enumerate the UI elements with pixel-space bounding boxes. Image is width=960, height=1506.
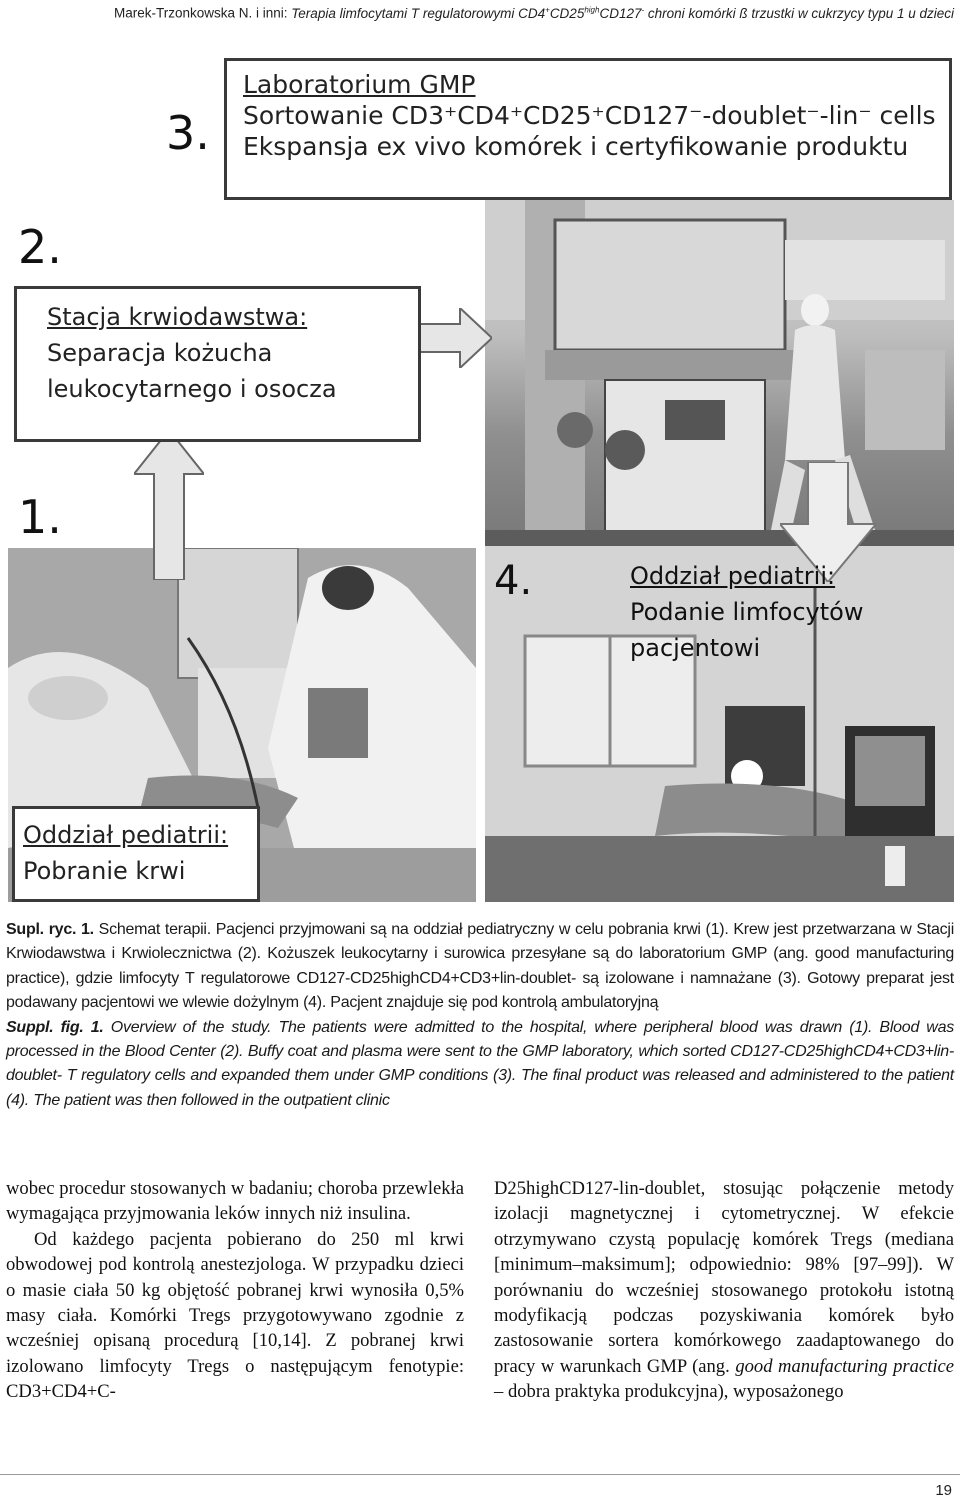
step-3-line-2: Sortowanie CD3⁺CD4⁺CD25⁺CD127⁻-doublet⁻-lin⁻ cells (243, 101, 936, 130)
caption-english (6, 1016, 954, 1114)
caption-en-text: Overview of the study. The patients were admitted to the hospital, where peripheral blood was drawn (1). Blood was processed in the Blood Center (2). Buffy coat and plasma were sent to the GMP laboratory, which sorted CD127-CD25highCD4+CD3+lin-doublet- T regulatory cells and expanded them under GMP conditions (3). The final product was released and administered to the patient (4). The patient was then followed in the outpatient clinic (6, 1018, 954, 1109)
step-4-number: 4. (494, 558, 533, 604)
header-title: Terapia limfocytami T regulatorowymi $CD4^+CD25^{high}CD127^-$ chroni komórki ß trzustki w cukrzycy typu 1 u dzieci (291, 5, 954, 21)
step-1-line-1: Oddział pediatrii: (23, 821, 229, 849)
figure-caption (6, 918, 954, 1113)
arrow-right-from-2-to-3-icon (416, 308, 492, 368)
step-1-line-2: Pobranie krwi (23, 857, 186, 885)
right-paragraph-1: D25highCD127-lin-doublet, stosując połączenie metody izolacji magnetycznej i cytometrycznej. W efekcie otrzymywano czystą populację komórek Tregs (mediana [minimum–maksimum]; odpowiednio: 98% [97–99]). W porównaniu do wcześniej stosowanego protokołu istotną modyfikacją podczas pozyskiwania komórek było zastosowanie sortera komórkowego zaadaptowanego do pracy w warunkach GMP (ang. good manufacturing practice – dobra praktyka produkcyjna), wyposażonego (494, 1178, 954, 1403)
step-1-number: 1. (18, 490, 62, 544)
step-3-line-3: Ekspansja ex vivo komórek i certyfikowanie produktu (243, 132, 909, 161)
left-paragraph-1: wobec procedur stosowanych w badaniu; choroba przewlekła wymagająca przyjmowania leków innych niż insulina. (6, 1178, 464, 1225)
step-2-line-2: Separacja kożucha (47, 339, 273, 367)
step-2-blood-bank-box (14, 286, 421, 442)
gmp-laboratory-photo (485, 200, 954, 592)
step-4-line-2: Podanie limfocytów (630, 598, 864, 626)
arrow-up-from-1-to-2-icon (134, 430, 204, 580)
step-4-line-3: pacjentowi (630, 634, 761, 662)
step-2-number: 2. (18, 220, 62, 274)
body-column-right (494, 1176, 954, 1405)
step-2-line-3: leukocytarnego i osocza (47, 375, 337, 403)
caption-en-label: Suppl. fig. 1. (6, 1018, 104, 1036)
right-paragraph-italic: good manufacturing practice (735, 1355, 954, 1377)
body-column-left (6, 1176, 464, 1405)
step-1-pediatrics-box (12, 806, 260, 902)
left-paragraph-2: Od każdego pacjenta pobierano do 250 ml krwi obwodowej pod kontrolą anestezjologa. W przypadku dzieci o masie ciała 50 kg objętość pobranej krwi wynosiła 0,5% masy ciała. Komórki Tregs przygotowywano zgodnie z wcześniej opisaną procedurą [10,14]. Z pobranej krwi izolowano limfocyty Tregs o następującym fenotypie: CD3+CD4+C- (6, 1228, 464, 1403)
step-3-number: 3. (166, 106, 210, 160)
therapy-scheme-figure (8, 30, 954, 902)
footer-rule (0, 1474, 960, 1475)
caption-polish (6, 918, 954, 1016)
caption-pl-label: Supl. ryc. 1. (6, 921, 94, 938)
step-4-line-1: Oddział pediatrii: (630, 562, 836, 590)
step-2-line-1: Stacja krwiodawstwa: (47, 303, 308, 331)
header-authors: Marek-Trzonkowska N. i inni: (114, 5, 292, 21)
step-4-pediatrics-box (614, 548, 924, 678)
step-3-gmp-lab-box (224, 58, 952, 200)
running-header (0, 0, 960, 22)
step-3-line-1: Laboratorium GMP (243, 70, 476, 99)
caption-pl-text: Schemat terapii. Pacjenci przyjmowani są na oddział pediatryczny w celu pobrania krwi (1). Krew jest przetwarzana w Stacji Krwiodawstwa i Krwiolecznictwa (2). Kożuszek leukocytarny i surowica przesyłane są do laboratorium GMP (ang. good manufacturing practice), gdzie limfocyty T regulatorowe CD127-CD25highCD4+CD3+lin-doublet- są izolowane i namnażane (3). Gotowy preparat jest podawany pacjentowi we wlewie dożylnym (4). Pacjent znajduje się pod kontrolą ambulatoryjną (6, 921, 955, 1012)
page-number: 19 (935, 1482, 952, 1499)
